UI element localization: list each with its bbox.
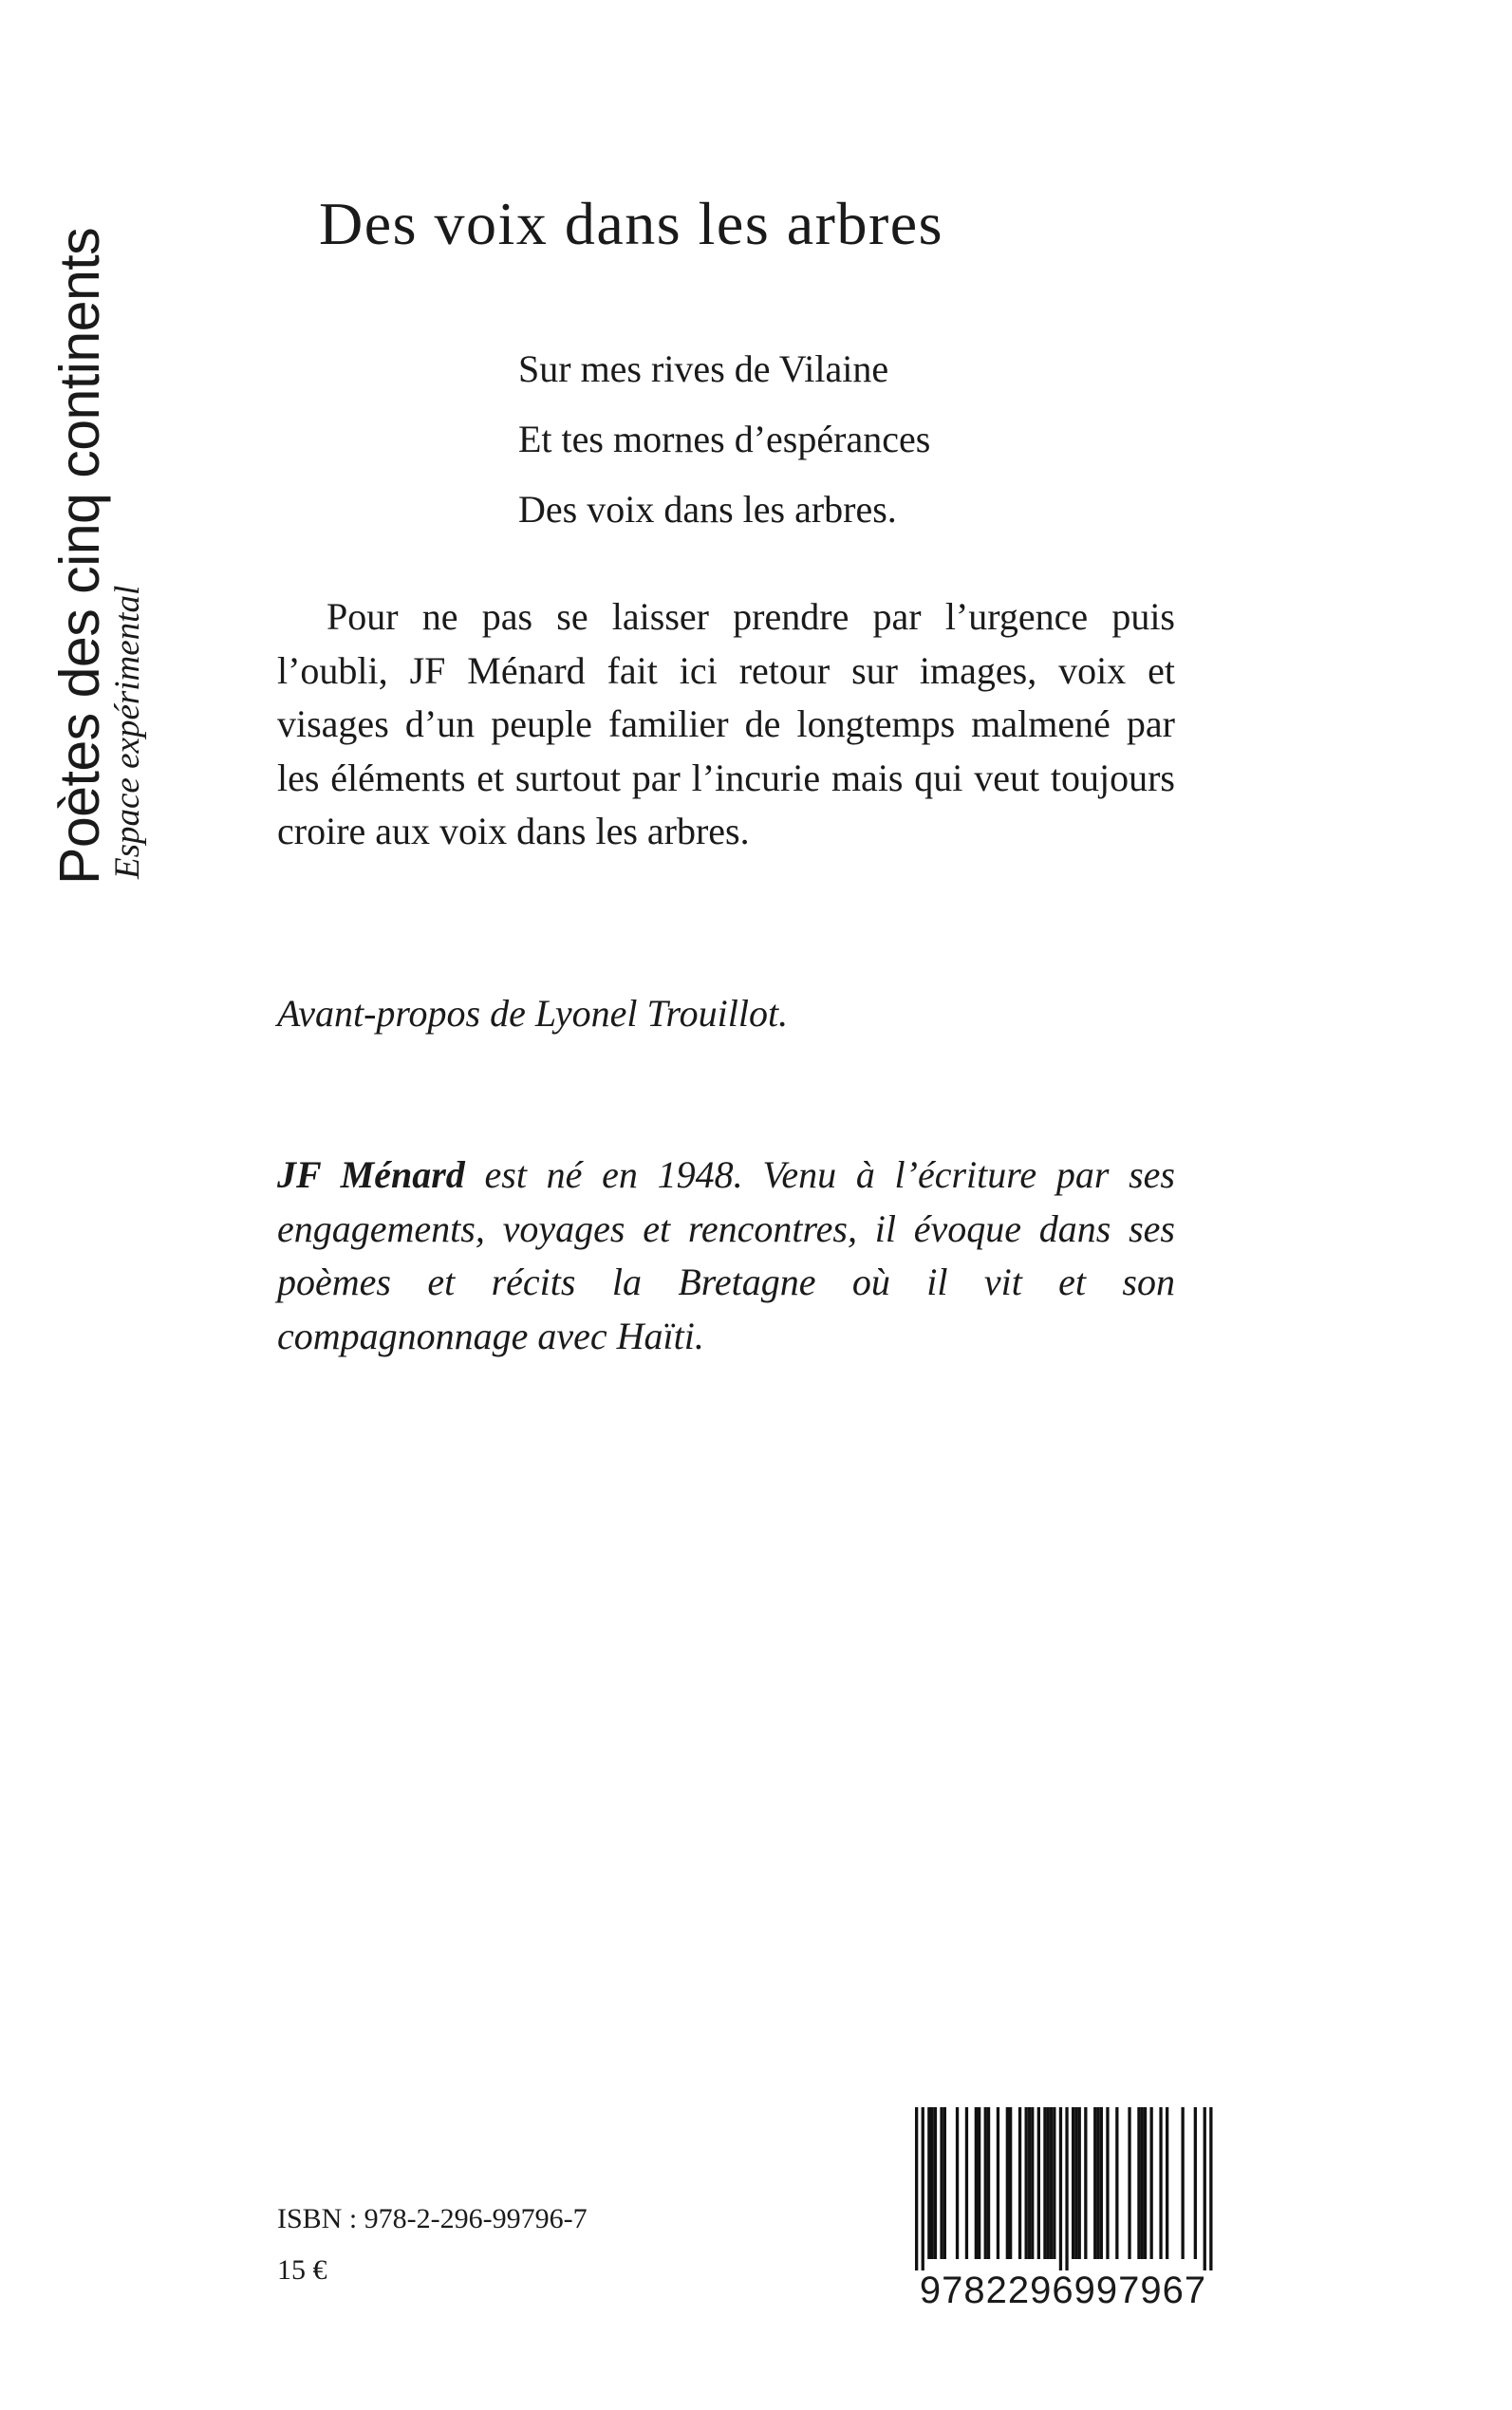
barcode-bar: [927, 2107, 930, 2259]
barcode-bar: [1115, 2107, 1118, 2259]
barcode-bar: [1025, 2107, 1028, 2259]
series-banner: [49, 125, 148, 885]
barcode-bar: [1100, 2107, 1103, 2259]
barcode-bar: [1159, 2107, 1162, 2259]
book-title: Des voix dans les arbres: [319, 190, 944, 257]
barcode-bar: [965, 2107, 968, 2259]
barcode-bar: [1194, 2107, 1197, 2259]
barcode-bar: [1204, 2107, 1206, 2270]
barcode-bar: [1166, 2107, 1168, 2259]
barcode-bar: [1072, 2107, 1074, 2259]
foreword-credit: Avant-propos de Lyonel Trouillot.: [277, 992, 789, 1035]
barcode-bar: [997, 2107, 999, 2259]
barcode-bar: [1144, 2107, 1147, 2259]
barcode-bar: [1018, 2107, 1021, 2259]
barcode-bar: [1043, 2107, 1046, 2259]
barcode-bar: [975, 2107, 978, 2259]
barcode-bar: [1078, 2107, 1081, 2259]
barcode-bar: [931, 2107, 934, 2259]
barcode-bar: [1141, 2107, 1144, 2259]
barcode: [904, 2107, 1223, 2318]
barcode-bar: [1209, 2107, 1212, 2270]
barcode-bar: [1150, 2107, 1153, 2259]
barcode-bar: [1053, 2107, 1055, 2259]
barcode-bar: [1137, 2107, 1140, 2259]
poem-excerpt: [518, 334, 1183, 545]
barcode-bar: [1093, 2107, 1096, 2259]
barcode-digits: 9782296997967: [919, 2270, 1207, 2311]
barcode-bar: [915, 2107, 918, 2270]
barcode-bar: [984, 2107, 987, 2259]
poem-line: Et tes mornes d’espérances: [518, 418, 931, 460]
barcode-bar: [1128, 2107, 1130, 2259]
barcode-bar: [1050, 2107, 1053, 2259]
barcode-bar: [1037, 2107, 1040, 2259]
barcode-bar: [978, 2107, 980, 2259]
barcode-bar: [1074, 2107, 1077, 2259]
isbn: ISBN : 978-2-296-99796-7: [277, 2203, 588, 2234]
price: 15 €: [277, 2254, 327, 2286]
barcode-bar: [934, 2107, 937, 2259]
barcode-bar: [1047, 2107, 1050, 2259]
barcode-bar: [1059, 2107, 1062, 2270]
barcode-bar: [940, 2107, 943, 2259]
barcode-bars: [904, 2107, 1223, 2270]
barcode-bar: [922, 2107, 924, 2270]
series-subtitle: Espace expérimental: [108, 585, 147, 879]
barcode-bar: [956, 2107, 959, 2259]
series-title: Poètes des cinq continents: [48, 227, 111, 885]
barcode-bar: [1009, 2107, 1012, 2259]
barcode-bar: [1031, 2107, 1034, 2259]
barcode-bar: [1182, 2107, 1185, 2259]
author-bio-text: est né en 1948. Venu à l’écriture par ses engagements, voyages et rencontres, il évoque dans ses poèmes et récits la Bretagne où il vit et son compagnonnage avec Haïti.: [277, 1153, 1175, 1357]
barcode-bar: [1006, 2107, 1009, 2259]
barcode-bar: [1028, 2107, 1031, 2259]
book-summary: Pour ne pas se laisser prendre par l’urgence puis l’oubli, JF Ménard fait ici retour sur images, voix et visages d’un peuple familier de longtemps malmené par les éléments et surtout par l’incurie mais qui veut toujours croire aux voix dans les arbres.: [277, 595, 1175, 852]
poem-line: Sur mes rives de Vilaine: [518, 347, 889, 390]
barcode-bar: [1084, 2107, 1087, 2259]
barcode-bar: [987, 2107, 990, 2259]
barcode-bar: [943, 2107, 946, 2259]
author-bio: [277, 1149, 1175, 1363]
barcode-bar: [1106, 2107, 1109, 2259]
barcode-bar: [1065, 2107, 1068, 2270]
barcode-bar: [1096, 2107, 1099, 2259]
poem-line: Des voix dans les arbres.: [518, 488, 897, 531]
author-name: JF Ménard: [277, 1153, 465, 1196]
